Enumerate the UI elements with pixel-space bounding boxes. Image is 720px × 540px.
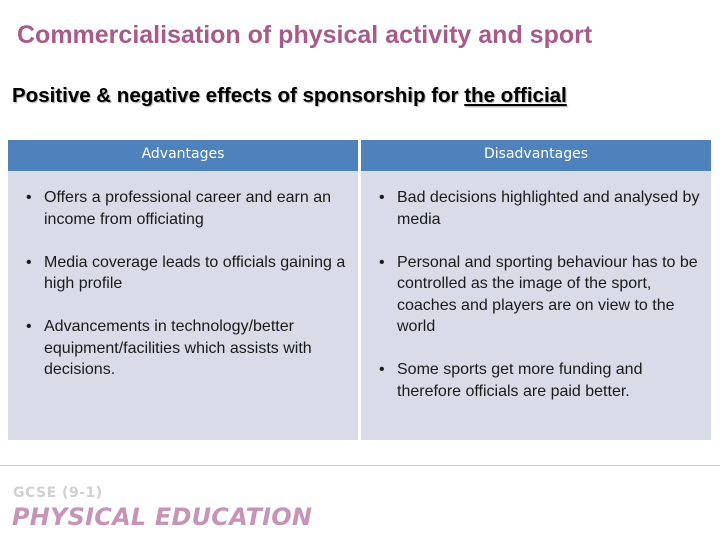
advantage-item: [26, 252, 352, 295]
logo-physical-education: PHYSICAL EDUCATION: [12, 503, 313, 531]
subtitle-prefix: Positive & negative effects of sponsorship for: [12, 84, 465, 107]
page-title: Commercialisation of physical activity and sport: [17, 21, 593, 49]
advantage-text: Advancements in technology/better equipment/facilities which assists with decisions.: [44, 318, 312, 378]
page-subtitle: [12, 84, 567, 108]
advantages-list: [26, 187, 352, 402]
comparison-table: [8, 140, 711, 440]
bullet-icon: •: [26, 318, 32, 335]
disadvantage-item: [379, 187, 705, 230]
disadvantages-cell: [361, 171, 711, 440]
bullet-icon: •: [379, 253, 385, 271]
footer-divider: [0, 465, 720, 466]
bullet-icon: •: [26, 253, 32, 271]
advantages-cell: [8, 171, 358, 440]
subtitle-underlined: the official: [464, 84, 567, 107]
advantage-text: Offers a professional career and earn an income from officiating: [44, 189, 331, 228]
logo-gcse: GCSE (9-1): [13, 485, 103, 501]
disadvantages-list: [379, 187, 705, 424]
advantage-item: [26, 316, 352, 381]
bullet-icon: •: [379, 361, 385, 378]
disadvantages-heading: Disadvantages: [361, 140, 711, 171]
disadvantage-text: Personal and sporting behaviour has to be controlled as the image of the sport, coaches and players are on view to the world: [397, 253, 698, 335]
advantage-text: Media coverage leads to officials gaining a high profile: [44, 253, 346, 292]
bullet-icon: •: [26, 189, 32, 206]
disadvantage-text: Some sports get more funding and therefore officials are paid better.: [397, 361, 643, 400]
advantage-item: [26, 187, 352, 230]
advantages-heading: Advantages: [8, 140, 358, 171]
disadvantage-item: [379, 252, 705, 338]
bullet-icon: •: [379, 189, 385, 206]
disadvantage-item: [379, 359, 705, 402]
disadvantage-text: Bad decisions highlighted and analysed by media: [397, 189, 700, 228]
